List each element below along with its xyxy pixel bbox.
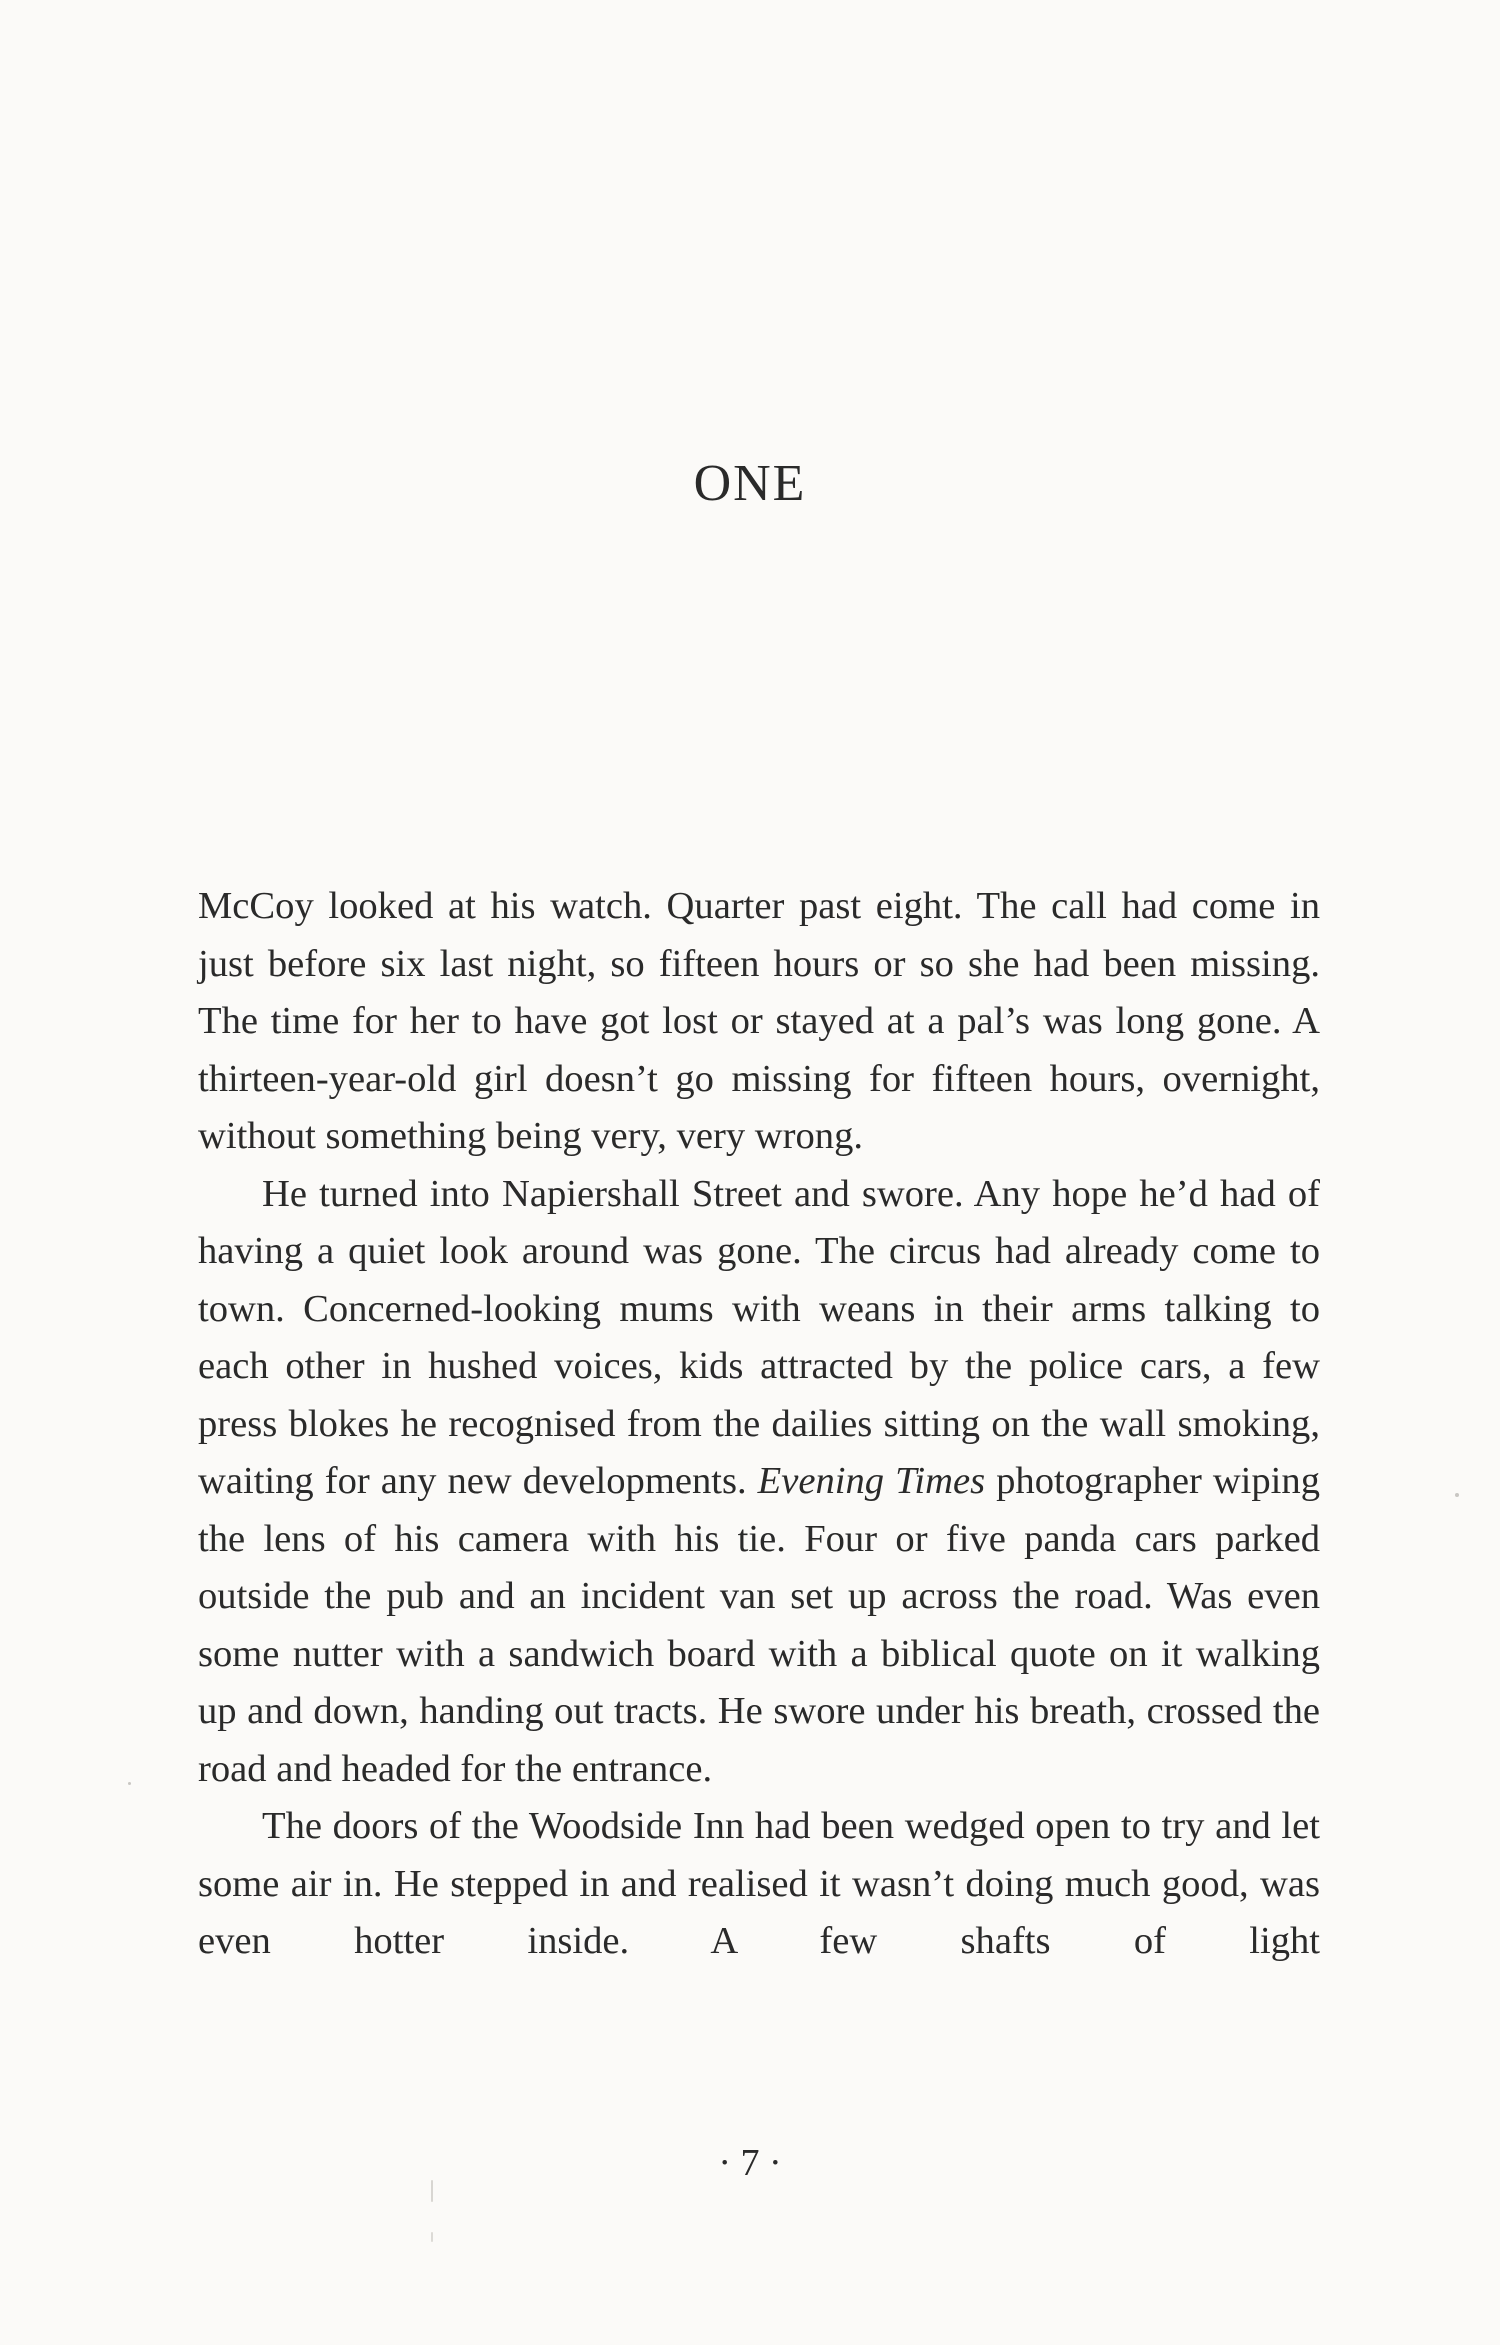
scan-speck — [1455, 1493, 1459, 1497]
scan-speck — [431, 2180, 433, 2202]
paragraph-2 — [198, 1166, 1320, 1799]
scan-speck — [128, 1782, 131, 1785]
paragraph-2-text-start: He turned into Napiershall Street and swore. Any hope he’d had of having a quiet look around was gone. The circus had already come to town. Concerned-looking mums with weans in their arms talking to each other in hushed voices, kids attracted by the police cars, a few press blokes he recognised from the dailies sitting on the wall smoking, waiting for any new developments. — [198, 1172, 1320, 1502]
page-number: · 7 · — [718, 2142, 782, 2184]
chapter-title: ONE — [693, 455, 807, 512]
paragraph-2-text-end: photographer wiping the lens of his camera with his tie. Four or five panda cars parked outside the pub and an incident van set up across the road. Was even some nutter with a sandwich board with a biblical quote on it walking up and down, handing out tracts. He swore under his breath, crossed the road and headed for the entrance. — [198, 1460, 1320, 1790]
newspaper-title: Evening Times — [757, 1460, 986, 1502]
paragraph-3: The doors of the Woodside Inn had been wedged open to try and let some air in. He stepped in and realised it wasn’t doing much good, was even hotter inside. A few shafts of light — [198, 1805, 1320, 1962]
chapter-body — [198, 878, 1320, 1971]
paragraph-1: McCoy looked at his watch. Quarter past eight. The call had come in just before six last night, so fifteen hours or so she had been missing. The time for her to have got lost or stayed at a pal’s was long gone. A thirteen-year-old girl doesn’t go missing for fifteen hours, overnight, without something being very, very wrong. — [198, 885, 1320, 1157]
scan-speck — [431, 2232, 433, 2242]
